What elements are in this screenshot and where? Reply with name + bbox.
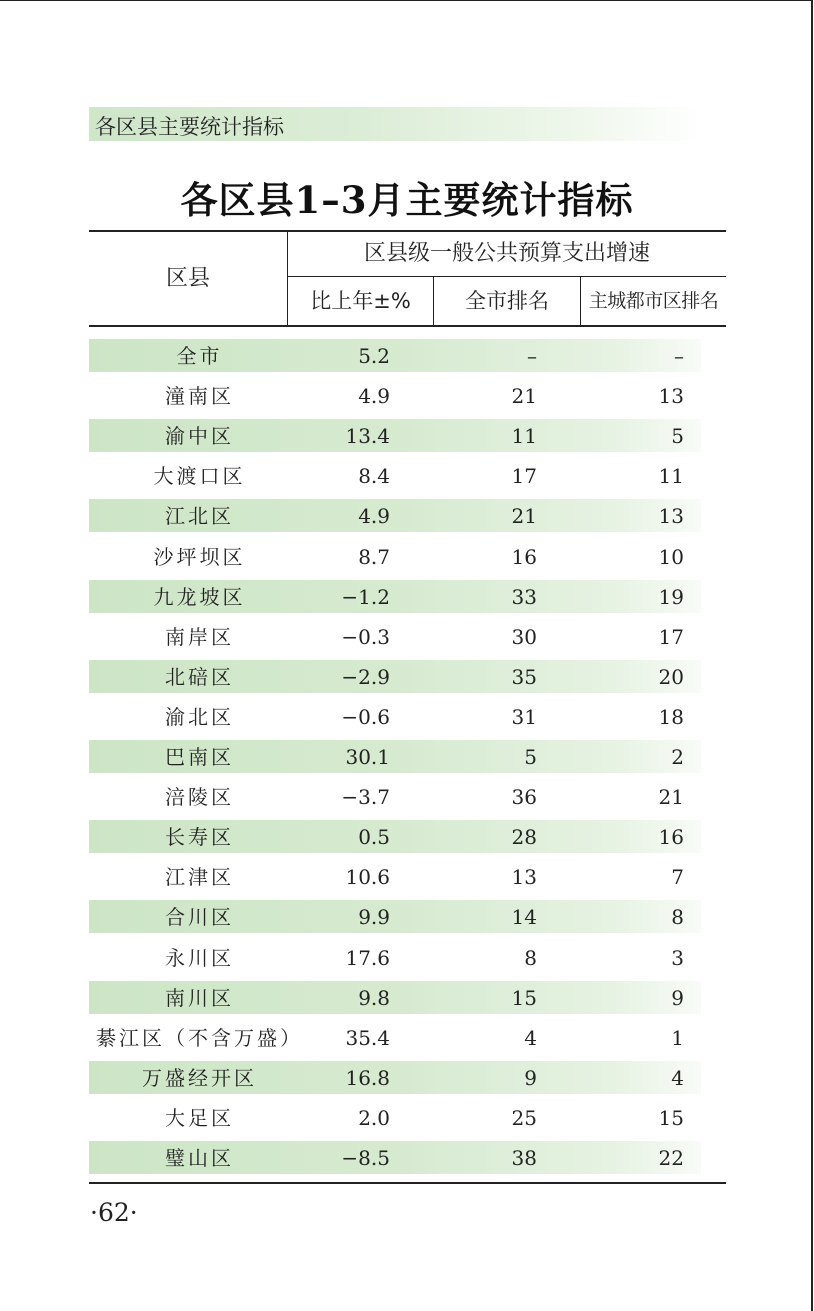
city-rank-cell: 28 [511,825,537,849]
section-header: 各区县主要统计指标 [95,115,284,139]
district-cell: 万盛经开区 [142,1066,257,1090]
district-cell: 綦江区（不含万盛） [96,1026,303,1050]
city-rank-cell: 17 [511,464,537,488]
growth-cell: −1.2 [341,585,390,609]
growth-cell: −3.7 [341,785,390,809]
district-cell: 南川区 [165,986,234,1010]
main-rank-cell: 8 [671,905,684,929]
city-rank-cell: 4 [524,1026,537,1050]
district-cell: 璧山区 [165,1146,234,1170]
header-group: 区县级一般公共预算支出增速 [363,241,650,266]
header-district: 区县 [165,266,210,291]
city-rank-cell: 14 [511,905,537,929]
district-cell: 长寿区 [165,825,234,849]
district-cell: 北碚区 [165,665,234,689]
header-growth: 比上年±% [310,289,411,313]
main-rank-cell: 5 [671,424,684,448]
growth-cell: 9.8 [358,986,390,1010]
main-rank-cell: 19 [658,585,684,609]
main-rank-cell: 15 [658,1106,684,1130]
growth-cell: 0.5 [358,825,390,849]
growth-cell: 2.0 [358,1106,390,1130]
main-rank-cell: 11 [658,464,684,488]
growth-cell: 8.4 [358,464,390,488]
main-rank-cell: 3 [671,946,684,970]
growth-cell: 4.9 [358,504,390,528]
main-rank-cell: 13 [658,384,684,408]
growth-cell: 4.9 [358,384,390,408]
district-cell: 渝北区 [165,705,234,729]
main-rank-cell: 10 [658,545,684,569]
main-rank-cell: 17 [658,625,684,649]
city-rank-cell: 16 [511,545,537,569]
growth-cell: 30.1 [345,745,390,769]
main-rank-cell: 1 [671,1026,684,1050]
main-rank-cell: 20 [658,665,684,689]
growth-cell: 13.4 [345,424,390,448]
district-cell: 全市 [176,344,223,368]
city-rank-cell: 21 [511,384,537,408]
district-cell: 渝中区 [165,424,234,448]
growth-cell: 10.6 [345,865,390,889]
page-frame-top [0,0,812,1]
main-rank-cell: – [674,344,684,368]
city-rank-cell: 33 [511,585,537,609]
growth-cell: −0.6 [341,705,390,729]
growth-cell: 17.6 [345,946,390,970]
city-rank-cell: 15 [511,986,537,1010]
district-cell: 永川区 [165,946,234,970]
city-rank-cell: 13 [511,865,537,889]
city-rank-cell: 11 [511,424,537,448]
city-rank-cell: 36 [511,785,537,809]
main-rank-cell: 21 [658,785,684,809]
district-cell: 巴南区 [165,745,234,769]
city-rank-cell: 9 [524,1066,537,1090]
page-number: ·62· [90,1198,138,1227]
city-rank-cell: 5 [524,745,537,769]
growth-cell: 9.9 [358,905,390,929]
main-rank-cell: 7 [671,865,684,889]
district-cell: 沙坪坝区 [153,545,246,569]
main-rank-cell: 22 [658,1146,684,1170]
growth-cell: 5.2 [358,344,390,368]
district-cell: 合川区 [165,905,234,929]
district-cell: 涪陵区 [165,785,234,809]
city-rank-cell: 8 [524,946,537,970]
main-rank-cell: 16 [658,825,684,849]
city-rank-cell: 30 [511,625,537,649]
growth-cell: −8.5 [341,1146,390,1170]
district-cell: 大渡口区 [153,464,246,488]
city-rank-cell: 25 [511,1106,537,1130]
main-rank-cell: 13 [658,504,684,528]
growth-cell: 8.7 [358,545,390,569]
city-rank-cell: 31 [511,705,537,729]
district-cell: 江津区 [165,865,234,889]
main-rank-cell: 18 [658,705,684,729]
main-rank-cell: 4 [671,1066,684,1090]
growth-cell: 16.8 [345,1066,390,1090]
city-rank-cell: – [527,344,537,368]
table-bottom-rule [89,1182,726,1184]
growth-cell: 35.4 [345,1026,390,1050]
header-main-rank: 主城都市区排名 [588,290,719,312]
page-title: 各区县1–3月主要统计指标 [180,178,634,222]
city-rank-cell: 35 [511,665,537,689]
header-city-rank: 全市排名 [465,289,549,313]
district-cell: 九龙坡区 [153,585,246,609]
district-cell: 潼南区 [165,384,234,408]
main-rank-cell: 2 [671,745,684,769]
district-cell: 江北区 [165,504,234,528]
city-rank-cell: 21 [511,504,537,528]
city-rank-cell: 38 [511,1146,537,1170]
growth-cell: −0.3 [341,625,390,649]
growth-cell: −2.9 [341,665,390,689]
district-cell: 南岸区 [165,625,234,649]
district-cell: 大足区 [165,1106,234,1130]
main-rank-cell: 9 [671,986,684,1010]
